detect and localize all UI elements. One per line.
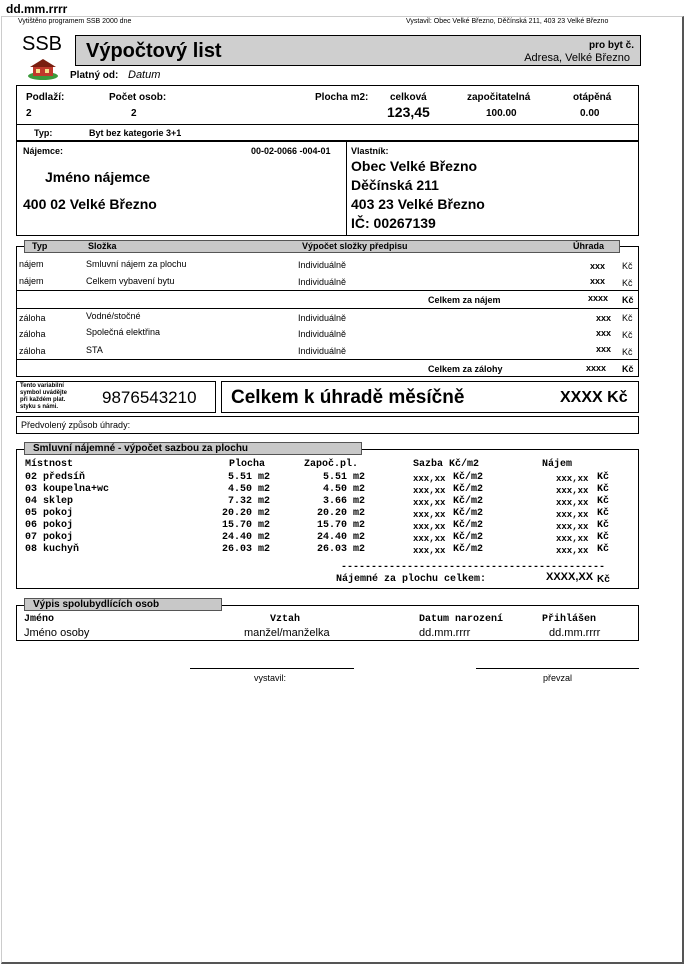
deposit-total-currency: Kč xyxy=(622,364,634,374)
rc-row-7-room: 08 kuchyň xyxy=(25,544,80,555)
top-date: dd.mm.rrrr xyxy=(6,2,68,16)
cohab-name: Jméno osoby xyxy=(24,627,90,639)
rc-row-5-rate: xxx,xx xyxy=(413,522,446,532)
rc-row-6-rate-unit: Kč/m2 xyxy=(453,532,484,543)
rc-row-2-rate: xxx,xx xyxy=(413,486,446,496)
deposit-row-1-currency: Kč xyxy=(622,313,633,323)
deposit-row-2-calc: Individuálně xyxy=(298,329,347,339)
rc-row-4-room: 05 pokoj xyxy=(25,508,74,519)
tenant-code: 00-02-0066 -004-01 xyxy=(251,146,331,156)
monthly-total-value: XXXX Kč xyxy=(560,389,628,406)
cohab-col-name: Jméno xyxy=(24,614,55,625)
rc-col-rent: Nájem xyxy=(542,459,573,470)
countable-area-value: 100.00 xyxy=(486,108,517,119)
rc-row-7-counted: 26.03 m2 xyxy=(316,544,365,555)
rent-divider xyxy=(17,290,638,291)
deposit-row-3-calc: Individuálně xyxy=(298,346,347,356)
deposit-row-2-component: Společná elektřina xyxy=(86,327,161,337)
owner-line3: 403 23 Velké Březno xyxy=(351,196,485,212)
rc-row-4-counted: 20.20 m2 xyxy=(316,508,365,519)
deposit-row-1-component: Vodné/stočné xyxy=(86,311,141,321)
deposit-row-3-type: záloha xyxy=(19,346,46,356)
parties-box xyxy=(16,141,639,236)
payments-col-type: Typ xyxy=(32,241,48,251)
rc-total-label: Nájemné za plochu celkem: xyxy=(336,574,487,585)
deposit-row-1-amount: xxx xyxy=(596,313,612,323)
rc-row-1-counted: 5.51 m2 xyxy=(322,472,365,483)
rent-total-currency: Kč xyxy=(622,295,634,305)
cohab-col-birth: Datum narození xyxy=(419,614,504,625)
rent-row-1-calc: Individuálně xyxy=(298,260,347,270)
rc-col-counted: Započ.pl. xyxy=(304,459,359,470)
deposit-total-label: Celkem za zálohy xyxy=(428,364,503,374)
rc-row-1-rent: xxx,xx xyxy=(556,474,589,484)
heated-area-label: otápěná xyxy=(573,92,612,103)
cohab-title: Výpis spolubydlících osob xyxy=(24,598,222,611)
vs-note-3: při každém plat. xyxy=(20,397,66,403)
rc-row-1-room: 02 předsíň xyxy=(25,472,86,483)
type-label: Typ: xyxy=(34,128,53,138)
preferred-payment-label: Předvolený způsob úhrady: xyxy=(21,420,131,430)
deposit-row-3-currency: Kč xyxy=(622,347,633,357)
cohab-col-relation: Vztah xyxy=(270,614,301,625)
rc-row-4-rate: xxx,xx xyxy=(413,510,446,520)
issuer: Vystavil: Obec Velké Březno, Děčínská 211, 403 23 Velké Březno xyxy=(406,18,609,25)
rent-row-2-component: Celkem vybavení bytu xyxy=(86,276,175,286)
rent-total-label: Celkem za nájem xyxy=(428,295,501,305)
rent-row-2-amount: xxx xyxy=(590,276,606,286)
total-area-label: celková xyxy=(390,92,427,103)
rc-col-rate: Sazba Kč/m2 xyxy=(413,459,480,470)
rc-row-4-cur: Kč xyxy=(597,508,610,519)
rc-row-5-rate-unit: Kč/m2 xyxy=(453,520,484,531)
valid-from-value: Datum xyxy=(128,69,161,81)
rent-row-2-currency: Kč xyxy=(622,278,633,288)
rc-row-6-rent: xxx,xx xyxy=(556,534,589,544)
deposit-row-2-currency: Kč xyxy=(622,330,633,340)
variable-symbol-box xyxy=(16,381,216,413)
heated-area-value: 0.00 xyxy=(580,108,600,119)
rc-row-1-rate: xxx,xx xyxy=(413,474,446,484)
deposit-row-2-amount: xxx xyxy=(596,328,612,338)
cohab-birth: dd.mm.rrrr xyxy=(419,627,471,639)
payments-col-component: Složka xyxy=(88,241,117,251)
rc-row-3-rent: xxx,xx xyxy=(556,498,589,508)
payments-col-calc: Výpočet složky předpisu xyxy=(302,241,408,251)
total-area-value: 123,45 xyxy=(387,104,430,120)
owner-line4: IČ: 00267139 xyxy=(351,215,436,231)
rc-row-2-rate-unit: Kč/m2 xyxy=(453,484,484,495)
rc-row-7-rate: xxx,xx xyxy=(413,546,446,556)
parties-divider xyxy=(346,142,347,235)
summary-divider xyxy=(17,124,638,125)
area-label: Plocha m2: xyxy=(315,92,369,103)
deposit-divider xyxy=(17,359,638,360)
rc-row-5-room: 06 pokoj xyxy=(25,520,74,531)
rc-row-3-room: 04 sklep xyxy=(25,496,74,507)
rc-row-5-area: 15.70 m2 xyxy=(221,520,270,531)
rc-col-room: Místnost xyxy=(25,459,74,470)
rent-row-1-amount: xxx xyxy=(590,261,606,271)
issued-label: vystavil: xyxy=(254,673,287,683)
rent-total-divider xyxy=(17,308,638,309)
rc-row-6-area: 24.40 m2 xyxy=(221,532,270,543)
deposit-row-3-amount: xxx xyxy=(596,344,612,354)
for-flat-label: pro byt č. xyxy=(588,40,634,51)
rc-row-7-area: 26.03 m2 xyxy=(221,544,270,555)
owner-line1: Obec Velké Březno xyxy=(351,158,478,174)
rc-row-1-cur: Kč xyxy=(597,472,610,483)
cohab-right-line xyxy=(638,605,639,640)
received-label: převzal xyxy=(543,673,573,683)
rc-row-2-room: 03 koupelna+wc xyxy=(25,484,110,495)
rc-row-5-cur: Kč xyxy=(597,520,610,531)
variable-symbol-value: 9876543210 xyxy=(102,388,197,407)
title-bar xyxy=(75,35,641,66)
logo-text: SSB xyxy=(22,33,63,55)
rc-total-cur: Kč xyxy=(597,574,610,585)
received-signature-line xyxy=(476,668,639,669)
printed-by: Vytištěno programem SSB 2000 dne xyxy=(18,18,132,25)
issued-signature-line xyxy=(190,668,354,669)
rc-row-5-rent: xxx,xx xyxy=(556,522,589,532)
flat-address: Adresa, Velké Březno xyxy=(524,52,630,64)
rc-row-6-rate: xxx,xx xyxy=(413,534,446,544)
type-value: Byt bez kategorie 3+1 xyxy=(89,128,182,138)
rc-row-1-area: 5.51 m2 xyxy=(227,472,270,483)
floor-label: Podlaží: xyxy=(26,92,65,103)
payments-col-payment: Úhrada xyxy=(573,241,605,251)
tenant-label: Nájemce: xyxy=(23,146,64,156)
rc-row-2-counted: 4.50 m2 xyxy=(322,484,365,495)
deposit-row-1-type: záloha xyxy=(19,313,46,323)
preferred-payment-box xyxy=(16,416,639,434)
rent-total-value: xxxx xyxy=(588,293,609,303)
rc-row-3-counted: 3.66 m2 xyxy=(322,496,365,507)
rc-row-3-area: 7.32 m2 xyxy=(227,496,270,507)
owner-line2: Děčínská 211 xyxy=(351,177,439,193)
persons-value: 2 xyxy=(131,108,137,119)
summary-box xyxy=(16,85,639,141)
deposit-row-3-component: STA xyxy=(86,345,103,355)
deposit-row-2-type: záloha xyxy=(19,329,46,339)
cohab-bottom-line xyxy=(16,640,639,641)
rc-col-area: Plocha xyxy=(229,459,266,470)
tenant-city: 400 02 Velké Březno xyxy=(23,196,157,212)
rent-calc-title: Smluvní nájemné - výpočet sazbou za plochu xyxy=(24,442,362,455)
monthly-total-box xyxy=(221,381,639,413)
rc-dashes: -------------------------------------------- xyxy=(341,562,606,573)
rc-row-3-rate: xxx,xx xyxy=(413,498,446,508)
rc-row-2-rent: xxx,xx xyxy=(556,486,589,496)
vs-note-4: styku s námi. xyxy=(20,404,59,410)
rc-row-1-rate-unit: Kč/m2 xyxy=(453,472,484,483)
cohab-col-registered: Přihlášen xyxy=(542,614,597,625)
rc-row-3-rate-unit: Kč/m2 xyxy=(453,496,484,507)
rc-row-4-rent: xxx,xx xyxy=(556,510,589,520)
rent-row-2-calc: Individuálně xyxy=(298,277,347,287)
rc-row-2-area: 4.50 m2 xyxy=(227,484,270,495)
floor-value: 2 xyxy=(26,108,32,119)
rc-row-7-rate-unit: Kč/m2 xyxy=(453,544,484,555)
rent-row-2-type: nájem xyxy=(19,276,44,286)
countable-area-label: započitatelná xyxy=(467,92,531,103)
rc-row-6-counted: 24.40 m2 xyxy=(316,532,365,543)
rc-row-6-cur: Kč xyxy=(597,532,610,543)
rc-row-5-counted: 15.70 m2 xyxy=(316,520,365,531)
vs-note-1: Tento variabilní xyxy=(20,383,64,389)
cohab-left-line xyxy=(16,605,17,640)
rc-row-4-area: 20.20 m2 xyxy=(221,508,270,519)
valid-from-label: Platný od: xyxy=(70,70,119,81)
cohab-registered: dd.mm.rrrr xyxy=(549,627,601,639)
rc-row-4-rate-unit: Kč/m2 xyxy=(453,508,484,519)
vs-note-2: symbol uvádějte xyxy=(20,390,68,396)
rc-row-7-rent: xxx,xx xyxy=(556,546,589,556)
payments-header-bar xyxy=(24,240,620,253)
rent-row-1-type: nájem xyxy=(19,259,44,269)
rc-row-7-cur: Kč xyxy=(597,544,610,555)
cohab-relation: manžel/manželka xyxy=(244,627,330,639)
owner-label: Vlastník: xyxy=(351,146,389,156)
persons-label: Počet osob: xyxy=(109,92,167,103)
rc-row-6-room: 07 pokoj xyxy=(25,532,74,543)
tenant-name: Jméno nájemce xyxy=(45,169,151,185)
page-title: Výpočtový list xyxy=(86,40,222,62)
rent-row-1-component: Smluvní nájem za plochu xyxy=(86,259,187,269)
deposit-row-1-calc: Individuálně xyxy=(298,313,347,323)
deposit-total-value: xxxx xyxy=(586,363,607,373)
rc-row-2-cur: Kč xyxy=(597,484,610,495)
rc-row-3-cur: Kč xyxy=(597,496,610,507)
rent-row-1-currency: Kč xyxy=(622,261,633,271)
monthly-total-label: Celkem k úhradě měsíčně xyxy=(231,387,465,408)
rc-total-value: XXXX,XX xyxy=(546,571,594,583)
house-logo-icon xyxy=(26,58,60,80)
